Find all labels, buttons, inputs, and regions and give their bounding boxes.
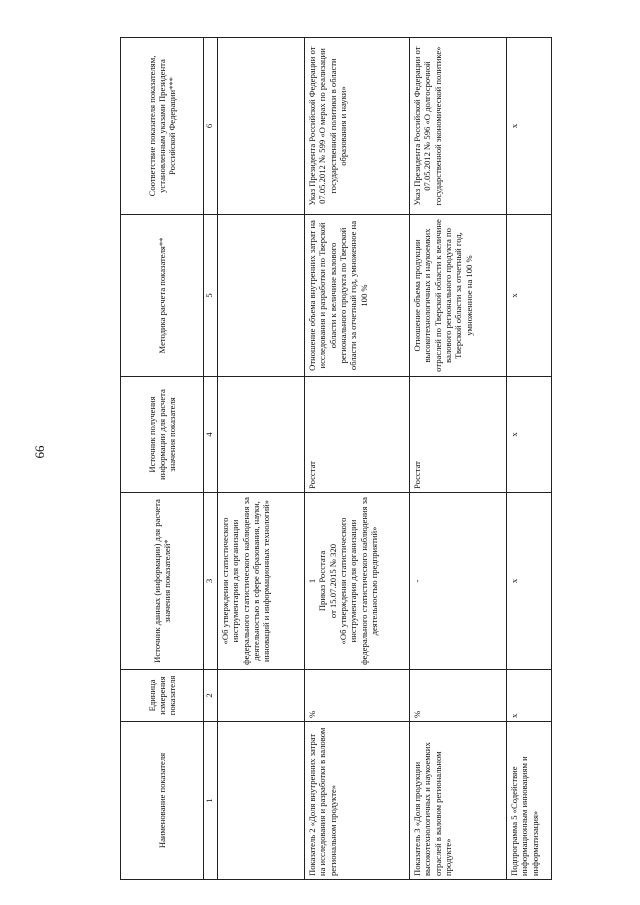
info-source-cell: [218, 377, 305, 493]
table-row: [507, 38, 552, 880]
column-number: 2: [204, 670, 218, 722]
column-number: 4: [204, 377, 218, 493]
header-compliance: Соответствие показателя показателям, установленным указами Президента Российской Федерации***: [121, 38, 204, 215]
method-cell: x: [507, 215, 552, 377]
table-row: [305, 38, 410, 880]
header-info-source: Источник получения информации для расчета значения показателя: [121, 377, 204, 493]
header-row: [121, 38, 204, 880]
compliance-cell: [218, 38, 305, 215]
indicator-name-cell: [218, 722, 305, 880]
column-number: 5: [204, 215, 218, 377]
data-source-cell: x: [507, 493, 552, 670]
unit-cell: x: [507, 670, 552, 722]
table-row: [218, 38, 305, 880]
data-source-cell: 1 Приказ Росстата от 15.07.2015 № 320 «Об утверждении статистического инструментария для организации федерального статистического наблюдения за деятельностью предприятий»: [305, 493, 410, 670]
indicator-name-cell: Подпрограмма 5 «Содействие информационным инновациям и информатизация»: [507, 722, 552, 880]
compliance-cell: Указ Президента Российской Федерации от 07.05.2012 № 596 «О долгосрочной государственной экономической политике»: [410, 38, 507, 215]
header-method: Методика расчета показателя**: [121, 215, 204, 377]
method-cell: [218, 215, 305, 377]
column-number: 1: [204, 722, 218, 880]
column-number-row: [204, 38, 218, 880]
data-source-cell: «Об утверждении статистического инструментария для организации федерального статистического наблюдения за деятельностью в сфере образования, науки, инноваций и информационных технологий»: [218, 493, 305, 670]
method-cell: Отношение объема продукции высокотехнологичных и наукоемких отраслей по Тверской области к величине валового регионального продукта по Тверской области за отчетный год, умноженное на 100 %: [410, 215, 507, 377]
indicator-name-cell: Показатель 2 «Доля внутренних затрат на исследования и разработки в валовом региональном продукте»: [305, 722, 410, 880]
info-source-cell: Росстат: [410, 377, 507, 493]
indicator-table-container: [120, 38, 540, 880]
method-cell: Отношение объема внутренних затрат на исследования и разработки по Тверской области к величине валового регионального продукта по Тверской области за отчетный год, умноженное на 100 %: [305, 215, 410, 377]
indicator-name-cell: Показатель 3 «Доля продукции высокотехнологичных и наукоемких отраслей в валовом региональном продукте»: [410, 722, 507, 880]
indicator-table: [120, 37, 552, 880]
column-number: 3: [204, 493, 218, 670]
table-row: [410, 38, 507, 880]
unit-cell: %: [305, 670, 410, 722]
header-indicator-name: Наименование показателя: [121, 722, 204, 880]
compliance-cell: x: [507, 38, 552, 215]
info-source-cell: Росстат: [305, 377, 410, 493]
header-unit: Единица измерения показателя: [121, 670, 204, 722]
column-number: 6: [204, 38, 218, 215]
header-data-source: Источник данных (информации) для расчета значения показателей*: [121, 493, 204, 670]
compliance-cell: Указ Президента Российской Федерации от 07.05.2012 № 599 «О мерах по реализации государственной политики в области образования и науки»: [305, 38, 410, 215]
unit-cell: [218, 670, 305, 722]
data-source-cell: -: [410, 493, 507, 670]
page-number: 66: [32, 445, 47, 459]
unit-cell: %: [410, 670, 507, 722]
info-source-cell: x: [507, 377, 552, 493]
